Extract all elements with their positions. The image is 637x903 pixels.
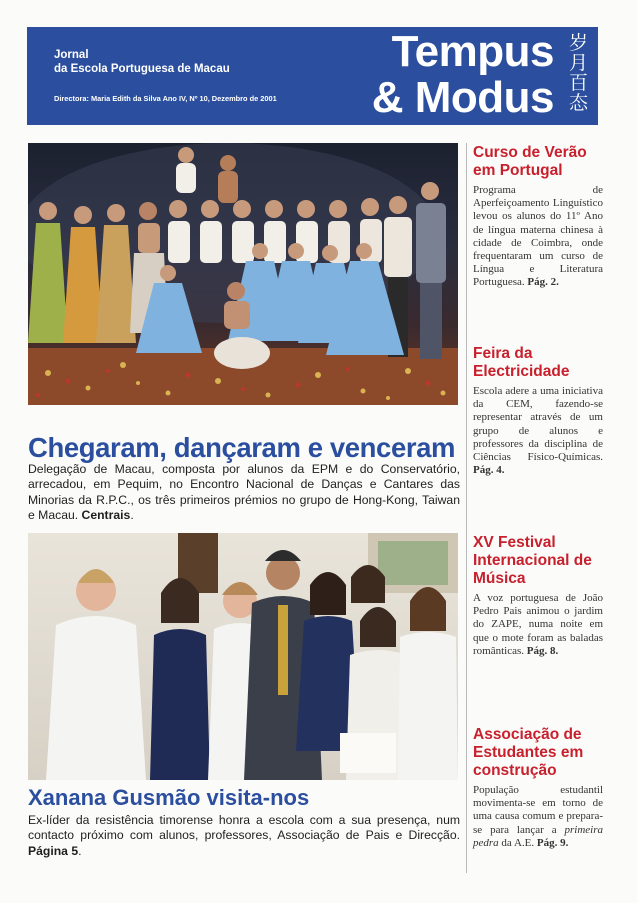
journal-subtitle	[54, 48, 230, 76]
main-headline: Chegaram, dançaram e venceram	[28, 432, 456, 463]
chinese-title	[566, 33, 592, 113]
issue-info: Directora: Maria Edith da Silva Ano IV, Nº 10, Dezembro de 2001	[54, 94, 277, 103]
journal-label: Jornal	[54, 49, 89, 61]
sidebar-item-curso-verao	[473, 144, 603, 290]
period: .	[130, 508, 134, 523]
sidebar-item-page-ref: Pág. 9	[536, 836, 566, 849]
dance-group-photo	[28, 143, 458, 405]
main-lead-page-ref: Centrais	[81, 508, 131, 523]
title-line-1: Tempus	[391, 27, 554, 76]
period: .	[78, 843, 82, 858]
sidebar-item-page-ref: Pág. 2	[527, 276, 557, 289]
sidebar-item-title: Curso de Verão em Portugal	[473, 144, 587, 179]
sidebar-item-body: A voz portuguesa de João Pedro Pais animou o jardim do ZAPE, numa noite em que o mote foram as baladas românticas.	[473, 592, 603, 657]
sidebar-item-associacao-estudantes	[473, 726, 603, 850]
sidebar-item-body: População estudantil movimenta-se em torno de uma causa comum e prepara-se para lançar a	[473, 784, 603, 836]
main-lead-text: Delegação de Macau, composta por alunos da EPM e do Conservatório, arrecadou, em Pequim, no Encontro Nacional de Danças e Cantares das Minorias da R.P.C., os três primeiros prémios no grupo de Hong-Kong, Taiwan e Macau.	[28, 462, 460, 523]
period: .	[555, 644, 559, 657]
sidebar-item-page-ref: Pág. 8	[526, 644, 556, 657]
dance-group-illustration	[28, 143, 458, 405]
sidebar-item-page-ref: Pág. 4	[473, 464, 502, 477]
newspaper-title	[372, 29, 554, 121]
sidebar-item-text	[473, 784, 603, 850]
chinese-title-line-2: 百态	[568, 72, 589, 114]
sidebar-item-text	[473, 184, 603, 290]
period: .	[501, 464, 505, 477]
title-line-2: & Modus	[371, 73, 554, 122]
sidebar-item-italic-phrase: primeira pedra	[473, 823, 603, 849]
sidebar-item-text	[473, 385, 603, 477]
period: .	[565, 836, 569, 849]
sidebar-item-text	[473, 592, 603, 658]
column-divider	[466, 143, 467, 873]
sidebar-item-body: Escola adere a uma iniciativa da CEM, fazendo-se representar através de um grupo de alunos e professores da disciplina de Ciências Físico-Químicas.	[473, 385, 603, 464]
masthead	[27, 27, 598, 125]
main-lead-paragraph	[28, 462, 460, 524]
sidebar-item-body-end: da A.E.	[498, 836, 535, 849]
xanana-visit-illustration	[28, 533, 458, 780]
sidebar-item-title: Feira da Electricidade	[473, 345, 570, 380]
sidebar-item-body: Programa de Aperfeiçoamento Linguístico levou os alunos do 11º Ano de língua materna chinesa à cidade de Coimbra, onde frequentaram um curso de Língua e Literatura Portuguesa.	[473, 184, 603, 289]
sidebar-item-title: XV Festival Internacional de Música	[473, 534, 592, 587]
chinese-title-line-1: 岁月	[568, 32, 589, 74]
sidebar-item-title: Associação de Estudantes em construção	[473, 726, 584, 779]
second-lead-text: Ex-líder da resistência timorense honra a escola com a sua presença, num contacto próximo com alunos, professores, Associação de Pais e Direcção.	[28, 813, 460, 843]
period: .	[556, 276, 559, 289]
second-lead-page-ref: Página 5	[28, 843, 79, 858]
sidebar-item-festival-musica	[473, 534, 603, 658]
second-lead-paragraph	[28, 813, 460, 859]
sidebar-item-feira-electricidade	[473, 345, 603, 477]
second-headline: Xanana Gusmão visita-nos	[28, 785, 310, 810]
xanana-visit-photo	[28, 533, 458, 780]
school-name: da Escola Portuguesa de Macau	[54, 63, 230, 75]
